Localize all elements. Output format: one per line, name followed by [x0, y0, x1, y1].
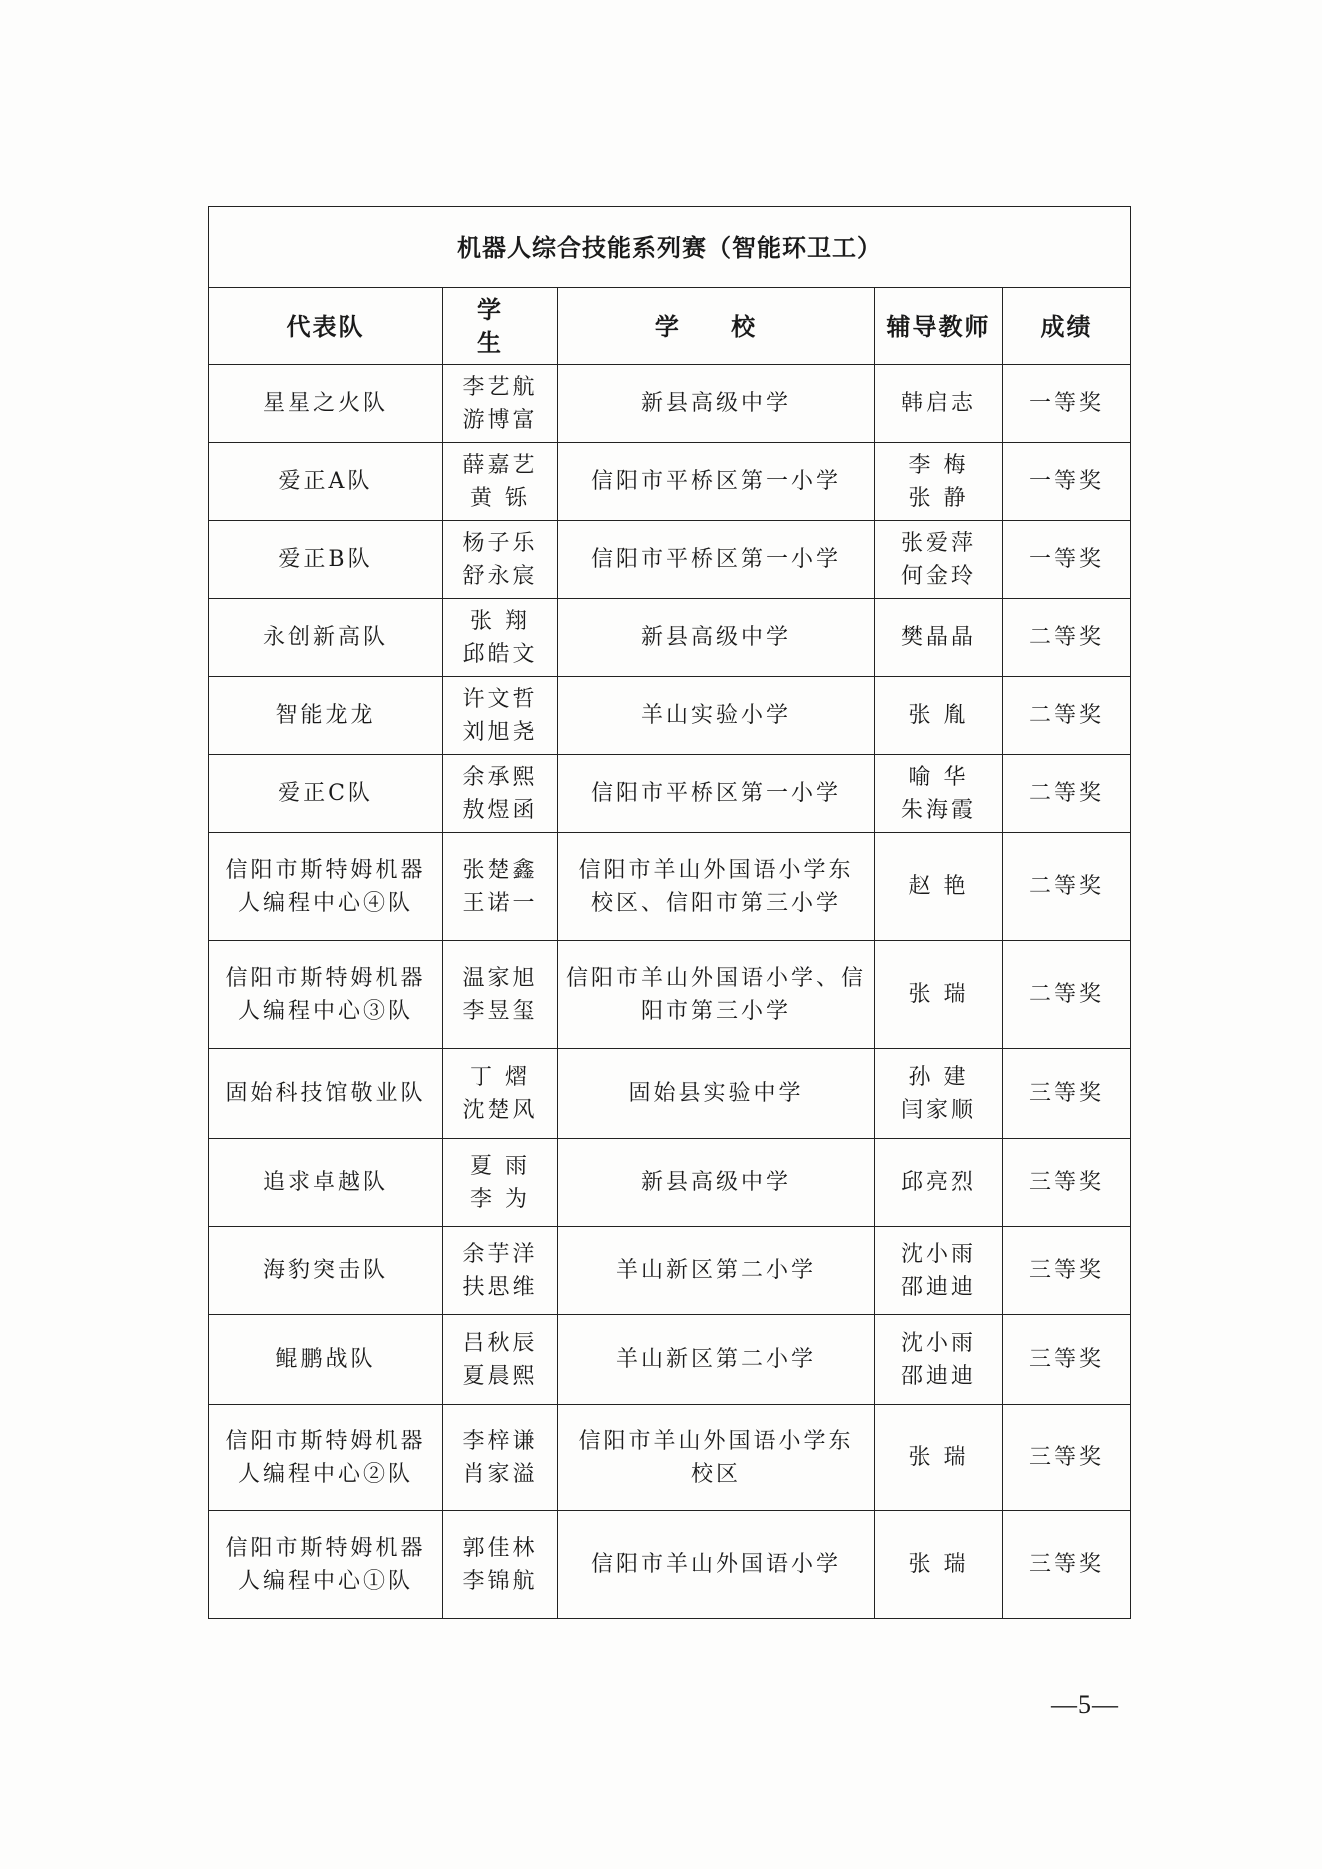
school-cell: [558, 677, 875, 755]
students-cell-line: 扶思维: [462, 1274, 538, 1300]
students-cell-line: 王诺一: [462, 890, 538, 916]
school-cell: [558, 833, 875, 941]
students-cell-line: 夏晨熙: [462, 1363, 538, 1389]
students-cell: [443, 755, 558, 833]
table-row: [209, 1315, 1131, 1405]
team-cell-line: 人编程中心①队: [237, 1568, 413, 1594]
award-cell: 三等奖: [1003, 1227, 1131, 1315]
teachers-cell-line: 张爱萍: [900, 530, 976, 556]
team-cell: [209, 677, 443, 755]
students-cell-line: 李梓谦: [462, 1428, 538, 1454]
teachers-cell: [875, 1405, 1003, 1511]
school-cell-line: 信阳市羊山外国语小学东: [578, 857, 854, 883]
school-cell: [558, 599, 875, 677]
teachers-cell-line: 何金玲: [900, 563, 976, 589]
students-cell-line: 李 为: [470, 1186, 530, 1212]
team-cell-line: 固始科技馆敬业队: [225, 1081, 426, 1106]
school-cell-line: 羊山实验小学: [640, 703, 791, 728]
award-cell: 二等奖: [1003, 941, 1131, 1049]
team-cell-line: 海豹突击队: [262, 1258, 388, 1283]
team-cell: [209, 1511, 443, 1619]
students-cell: [443, 365, 558, 443]
table-title-row: [209, 207, 1131, 288]
team-cell-line: 信阳市斯特姆机器: [225, 965, 426, 991]
team-cell-line: 星星之火队: [262, 391, 388, 416]
students-cell-line: 黄 铄: [470, 485, 530, 511]
school-cell-line: 羊山新区第二小学: [615, 1258, 816, 1283]
teachers-cell: [875, 443, 1003, 521]
team-cell-line: 爱正B队: [278, 547, 373, 572]
school-cell-line: 新县高级中学: [640, 625, 791, 650]
team-cell-line: 人编程中心②队: [237, 1461, 413, 1487]
teachers-cell-line: 张 胤: [908, 703, 969, 728]
teachers-cell-line: 沈小雨: [900, 1241, 976, 1267]
team-cell-line: 永创新高队: [262, 625, 388, 650]
teachers-cell: [875, 1227, 1003, 1315]
team-cell-line: 信阳市斯特姆机器: [225, 1428, 426, 1454]
team-cell: [209, 521, 443, 599]
team-cell: [209, 941, 443, 1049]
table-header-row: [209, 288, 1131, 365]
teachers-cell: [875, 677, 1003, 755]
students-cell-line: 丁 熠: [470, 1064, 530, 1090]
school-cell: [558, 941, 875, 1049]
students-cell-line: 刘旭尧: [462, 719, 538, 745]
team-cell-line: 信阳市斯特姆机器: [225, 1535, 426, 1561]
students-cell-line: 杨子乐: [462, 530, 538, 556]
award-cell: 二等奖: [1003, 599, 1131, 677]
table-row: [209, 365, 1131, 443]
team-cell-line: 人编程中心④队: [237, 890, 413, 916]
header-students: 学 生: [443, 288, 558, 365]
students-cell: [443, 599, 558, 677]
teachers-cell: [875, 1511, 1003, 1619]
students-cell-line: 薛嘉艺: [462, 452, 538, 478]
award-cell: 一等奖: [1003, 521, 1131, 599]
award-cell: 三等奖: [1003, 1049, 1131, 1139]
teachers-cell-line: 邱亮烈: [900, 1170, 976, 1195]
students-cell-line: 沈楚风: [462, 1097, 538, 1123]
students-cell: [443, 521, 558, 599]
students-cell: [443, 941, 558, 1049]
students-cell-line: 张楚鑫: [462, 857, 538, 883]
school-cell: [558, 365, 875, 443]
teachers-cell: [875, 941, 1003, 1049]
table-row: [209, 599, 1131, 677]
school-cell-line: 信阳市平桥区第一小学: [590, 547, 841, 572]
teachers-cell: [875, 365, 1003, 443]
school-cell-line: 新县高级中学: [640, 391, 791, 416]
school-cell-line: 信阳市平桥区第一小学: [590, 781, 841, 806]
table-title: 机器人综合技能系列赛（智能环卫工）: [209, 207, 1131, 288]
team-cell: [209, 1139, 443, 1227]
school-cell-line: 信阳市羊山外国语小学、信: [565, 965, 866, 991]
team-cell: [209, 599, 443, 677]
teachers-cell-line: 孙 建: [908, 1064, 969, 1090]
table-row: [209, 1511, 1131, 1619]
team-cell-line: 人编程中心③队: [237, 998, 413, 1024]
school-cell-line: 信阳市平桥区第一小学: [590, 469, 841, 494]
school-cell: [558, 1511, 875, 1619]
team-cell: [209, 365, 443, 443]
students-cell-line: 张 翔: [470, 608, 530, 634]
page-number: —5—: [1051, 1690, 1119, 1719]
students-cell-line: 许文哲: [462, 686, 538, 712]
school-cell: [558, 521, 875, 599]
award-cell: 一等奖: [1003, 365, 1131, 443]
students-cell-line: 余芋洋: [462, 1241, 538, 1267]
students-cell: [443, 677, 558, 755]
teachers-cell-line: 张 瑞: [908, 1552, 969, 1577]
teachers-cell: [875, 755, 1003, 833]
header-teachers: 辅导教师: [875, 288, 1003, 365]
students-cell-line: 李艺航: [462, 374, 538, 400]
teachers-cell: [875, 1315, 1003, 1405]
students-cell: [443, 833, 558, 941]
students-cell-line: 郭佳林: [462, 1535, 538, 1561]
teachers-cell-line: 赵 艳: [908, 874, 969, 899]
award-cell: 三等奖: [1003, 1315, 1131, 1405]
teachers-cell: [875, 1139, 1003, 1227]
students-cell-line: 游博富: [462, 407, 538, 433]
award-cell: 三等奖: [1003, 1405, 1131, 1511]
teachers-cell-line: 朱海霞: [900, 797, 976, 823]
school-cell-line: 校区: [690, 1461, 741, 1487]
team-cell-line: 爱正A队: [278, 469, 373, 494]
team-cell: [209, 1405, 443, 1511]
table-row: [209, 833, 1131, 941]
table-row: [209, 941, 1131, 1049]
students-cell-line: 李昱玺: [462, 998, 538, 1024]
students-cell-line: 余承熙: [462, 764, 538, 790]
team-cell-line: 鲲鹏战队: [275, 1347, 376, 1372]
award-cell: 三等奖: [1003, 1511, 1131, 1619]
team-cell: [209, 833, 443, 941]
school-cell-line: 校区、信阳市第三小学: [590, 890, 841, 916]
students-cell-line: 吕秋辰: [462, 1330, 538, 1356]
teachers-cell-line: 李 梅: [908, 452, 969, 478]
header-school: 学 校: [558, 288, 875, 365]
school-cell: [558, 755, 875, 833]
students-cell-line: 肖家溢: [462, 1461, 538, 1487]
school-cell-line: 阳市第三小学: [640, 998, 791, 1024]
teachers-cell-line: 喻 华: [908, 764, 969, 790]
team-cell-line: 追求卓越队: [262, 1170, 388, 1195]
teachers-cell-line: 邵迪迪: [900, 1274, 976, 1300]
header-award: 成绩: [1003, 288, 1131, 365]
teachers-cell: [875, 1049, 1003, 1139]
table-row: [209, 1405, 1131, 1511]
team-cell: [209, 1315, 443, 1405]
header-team: 代表队: [209, 288, 443, 365]
teachers-cell: [875, 521, 1003, 599]
table-row: [209, 443, 1131, 521]
school-cell: [558, 1315, 875, 1405]
school-cell-line: 信阳市羊山外国语小学东: [578, 1428, 854, 1454]
school-cell-line: 信阳市羊山外国语小学: [590, 1552, 841, 1577]
students-cell: [443, 1049, 558, 1139]
teachers-cell: [875, 599, 1003, 677]
school-cell: [558, 1227, 875, 1315]
team-cell: [209, 443, 443, 521]
award-cell: 二等奖: [1003, 755, 1131, 833]
award-cell: 二等奖: [1003, 833, 1131, 941]
students-cell: [443, 1511, 558, 1619]
school-cell: [558, 1049, 875, 1139]
table-row: [209, 1227, 1131, 1315]
table-row: [209, 677, 1131, 755]
teachers-cell-line: 沈小雨: [900, 1330, 976, 1356]
school-cell-line: 固始县实验中学: [628, 1081, 804, 1106]
students-cell: [443, 1139, 558, 1227]
team-cell-line: 信阳市斯特姆机器: [225, 857, 426, 883]
students-cell-line: 温家旭: [462, 965, 538, 991]
students-cell-line: 邱皓文: [462, 641, 538, 667]
team-cell-line: 爱正C队: [278, 781, 373, 806]
students-cell: [443, 1315, 558, 1405]
school-cell: [558, 1139, 875, 1227]
award-cell: 一等奖: [1003, 443, 1131, 521]
table-row: [209, 1139, 1131, 1227]
team-cell: [209, 1049, 443, 1139]
table-row: [209, 755, 1131, 833]
teachers-cell-line: 张 瑞: [908, 982, 969, 1007]
students-cell-line: 夏 雨: [470, 1153, 530, 1179]
teachers-cell-line: 闫家顺: [900, 1097, 976, 1123]
teachers-cell-line: 韩启志: [900, 391, 976, 416]
results-table: [208, 206, 1131, 1619]
teachers-cell: [875, 833, 1003, 941]
school-cell: [558, 443, 875, 521]
school-cell-line: 新县高级中学: [640, 1170, 791, 1195]
students-cell: [443, 1405, 558, 1511]
students-cell-line: 李锦航: [462, 1568, 538, 1594]
award-cell: 三等奖: [1003, 1139, 1131, 1227]
team-cell: [209, 1227, 443, 1315]
teachers-cell-line: 邵迪迪: [900, 1363, 976, 1389]
team-cell-line: 智能龙龙: [275, 703, 376, 728]
students-cell-line: 敖煜函: [462, 797, 538, 823]
students-cell: [443, 1227, 558, 1315]
school-cell: [558, 1405, 875, 1511]
table-row: [209, 1049, 1131, 1139]
award-cell: 二等奖: [1003, 677, 1131, 755]
teachers-cell-line: 樊晶晶: [900, 625, 976, 650]
teachers-cell-line: 张 静: [908, 485, 969, 511]
school-cell-line: 羊山新区第二小学: [615, 1347, 816, 1372]
table-row: [209, 521, 1131, 599]
team-cell: [209, 755, 443, 833]
students-cell: [443, 443, 558, 521]
teachers-cell-line: 张 瑞: [908, 1445, 969, 1470]
students-cell-line: 舒永宸: [462, 563, 538, 589]
